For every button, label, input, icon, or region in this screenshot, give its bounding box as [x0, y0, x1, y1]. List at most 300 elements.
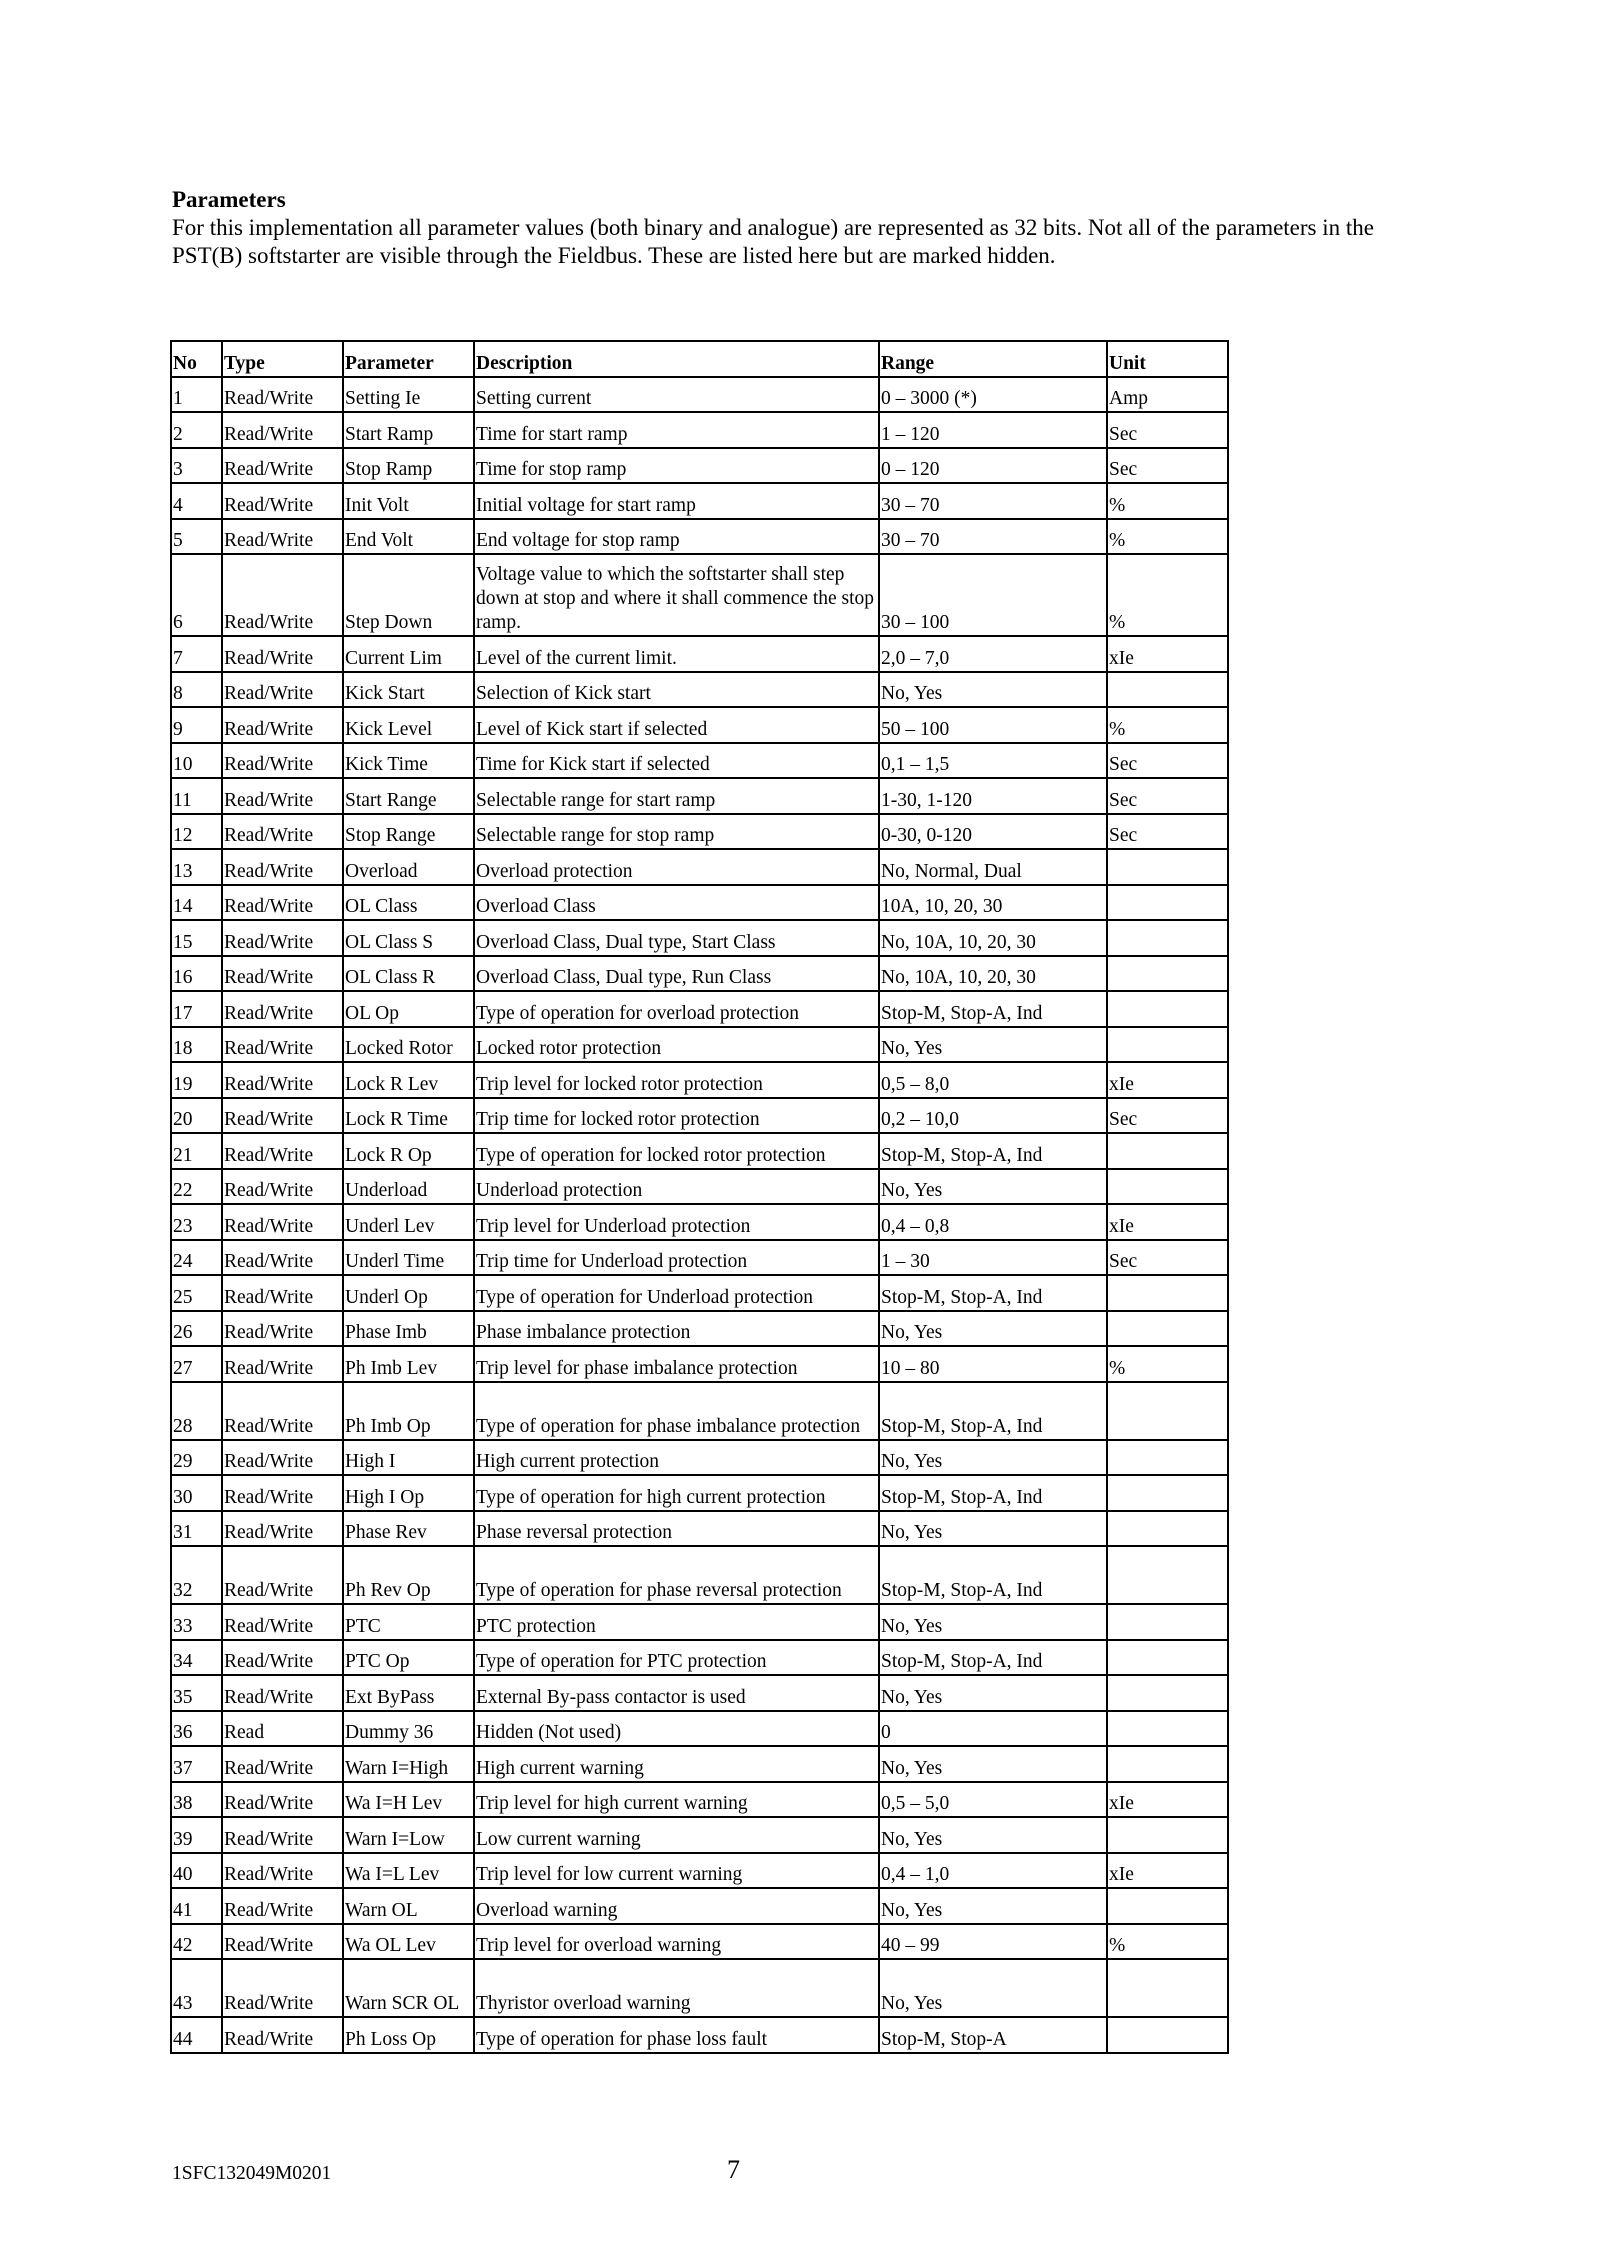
cell-parameter: Kick Level	[343, 707, 474, 743]
table-row	[171, 743, 1228, 779]
cell-range: 0,1 – 1,5	[879, 743, 1107, 779]
cell-parameter: Init Volt	[343, 483, 474, 519]
cell-range: 0,5 – 5,0	[879, 1782, 1107, 1818]
cell-no: 32	[171, 1546, 222, 1604]
cell-parameter: OL Op	[343, 991, 474, 1027]
cell-range: No, Yes	[879, 1604, 1107, 1640]
table-row	[171, 1204, 1228, 1240]
cell-unit	[1107, 849, 1228, 885]
cell-parameter: Kick Time	[343, 743, 474, 779]
header-type: Type	[222, 341, 343, 377]
cell-unit	[1107, 1675, 1228, 1711]
cell-description: Selectable range for start ramp	[474, 778, 879, 814]
cell-type: Read/Write	[222, 956, 343, 992]
cell-no: 2	[171, 412, 222, 448]
cell-description: Trip level for low current warning	[474, 1853, 879, 1889]
cell-type: Read/Write	[222, 1027, 343, 1063]
cell-type: Read/Write	[222, 519, 343, 555]
table-row	[171, 814, 1228, 850]
cell-unit	[1107, 1959, 1228, 2017]
cell-description: Overload Class	[474, 885, 879, 921]
cell-no: 39	[171, 1817, 222, 1853]
table-row	[171, 1027, 1228, 1063]
cell-unit: Sec	[1107, 412, 1228, 448]
cell-unit	[1107, 1475, 1228, 1511]
section-intro-text: For this implementation all parameter values (both binary and analogue) are represented as 32 bits. Not all of the parameters in the PST(B) softstarter are visible through the Fieldbus. These are listed here but are marked hidden.	[172, 215, 1374, 268]
cell-type: Read/Write	[222, 448, 343, 484]
cell-parameter: Dummy 36	[343, 1711, 474, 1747]
cell-no: 13	[171, 849, 222, 885]
header-range: Range	[879, 341, 1107, 377]
cell-no: 3	[171, 448, 222, 484]
cell-no: 23	[171, 1204, 222, 1240]
cell-type: Read/Write	[222, 885, 343, 921]
cell-type: Read/Write	[222, 412, 343, 448]
cell-range: No, Yes	[879, 1511, 1107, 1547]
cell-unit	[1107, 1382, 1228, 1440]
cell-type: Read/Write	[222, 1817, 343, 1853]
cell-description: Time for start ramp	[474, 412, 879, 448]
cell-range: No, Yes	[879, 1888, 1107, 1924]
cell-type: Read/Write	[222, 1959, 343, 2017]
cell-range: No, Yes	[879, 1675, 1107, 1711]
table-row	[171, 1711, 1228, 1747]
cell-parameter: Stop Range	[343, 814, 474, 850]
cell-unit: %	[1107, 483, 1228, 519]
cell-description: External By-pass contactor is used	[474, 1675, 879, 1711]
table-row	[171, 448, 1228, 484]
cell-unit	[1107, 920, 1228, 956]
cell-unit	[1107, 956, 1228, 992]
cell-description: Type of operation for overload protection	[474, 991, 879, 1027]
cell-parameter: OL Class	[343, 885, 474, 921]
cell-parameter: Underl Time	[343, 1240, 474, 1276]
cell-range: 30 – 70	[879, 483, 1107, 519]
cell-description: Setting current	[474, 377, 879, 413]
cell-type: Read/Write	[222, 636, 343, 672]
cell-no: 22	[171, 1169, 222, 1205]
cell-unit	[1107, 1640, 1228, 1676]
cell-no: 34	[171, 1640, 222, 1676]
cell-unit	[1107, 991, 1228, 1027]
table-body	[171, 377, 1228, 2053]
table-row	[171, 1546, 1228, 1604]
header-unit: Unit	[1107, 341, 1228, 377]
cell-range: 10 – 80	[879, 1346, 1107, 1382]
cell-range: Stop-M, Stop-A, Ind	[879, 1133, 1107, 1169]
cell-range: 1-30, 1-120	[879, 778, 1107, 814]
table-row	[171, 1098, 1228, 1134]
cell-range: Stop-M, Stop-A, Ind	[879, 991, 1107, 1027]
cell-range: No, Yes	[879, 1746, 1107, 1782]
cell-range: 1 – 30	[879, 1240, 1107, 1276]
section-heading	[172, 186, 1432, 270]
cell-type: Read/Write	[222, 1782, 343, 1818]
table-row	[171, 1853, 1228, 1889]
cell-no: 16	[171, 956, 222, 992]
cell-no: 21	[171, 1133, 222, 1169]
cell-description: Overload protection	[474, 849, 879, 885]
cell-range: 10A, 10, 20, 30	[879, 885, 1107, 921]
cell-description: Type of operation for phase reversal protection	[474, 1546, 879, 1604]
cell-unit: Sec	[1107, 1240, 1228, 1276]
cell-parameter: End Volt	[343, 519, 474, 555]
table-row	[171, 1382, 1228, 1440]
cell-description: High current protection	[474, 1440, 879, 1476]
section-title: Parameters	[172, 187, 286, 212]
cell-range: No, Yes	[879, 1817, 1107, 1853]
cell-no: 6	[171, 554, 222, 636]
cell-type: Read/Write	[222, 2017, 343, 2053]
cell-description: Hidden (Not used)	[474, 1711, 879, 1747]
cell-type: Read/Write	[222, 814, 343, 850]
header-parameter: Parameter	[343, 341, 474, 377]
cell-parameter: Phase Imb	[343, 1311, 474, 1347]
cell-parameter: Ph Imb Lev	[343, 1346, 474, 1382]
table-header-row	[171, 341, 1228, 377]
cell-type: Read/Write	[222, 1924, 343, 1960]
cell-unit	[1107, 1027, 1228, 1063]
table-row	[171, 885, 1228, 921]
cell-parameter: Warn I=High	[343, 1746, 474, 1782]
cell-parameter: High I	[343, 1440, 474, 1476]
cell-description: PTC protection	[474, 1604, 879, 1640]
cell-no: 8	[171, 672, 222, 708]
cell-unit: %	[1107, 707, 1228, 743]
cell-no: 33	[171, 1604, 222, 1640]
cell-no: 19	[171, 1062, 222, 1098]
header-description: Description	[474, 341, 879, 377]
cell-unit: Sec	[1107, 448, 1228, 484]
cell-parameter: Underl Lev	[343, 1204, 474, 1240]
table-row	[171, 1169, 1228, 1205]
cell-description: Trip level for locked rotor protection	[474, 1062, 879, 1098]
table-row	[171, 1888, 1228, 1924]
cell-parameter: Ph Loss Op	[343, 2017, 474, 2053]
cell-no: 31	[171, 1511, 222, 1547]
cell-no: 37	[171, 1746, 222, 1782]
cell-parameter: Overload	[343, 849, 474, 885]
cell-description: Phase reversal protection	[474, 1511, 879, 1547]
table-row	[171, 1746, 1228, 1782]
cell-unit: %	[1107, 1924, 1228, 1960]
cell-description: Type of operation for high current protection	[474, 1475, 879, 1511]
cell-range: Stop-M, Stop-A, Ind	[879, 1382, 1107, 1440]
cell-unit: Amp	[1107, 377, 1228, 413]
cell-description: Low current warning	[474, 1817, 879, 1853]
cell-no: 27	[171, 1346, 222, 1382]
cell-description: Trip level for phase imbalance protection	[474, 1346, 879, 1382]
table-row	[171, 1511, 1228, 1547]
cell-unit	[1107, 1817, 1228, 1853]
table-row	[171, 377, 1228, 413]
cell-type: Read/Write	[222, 1604, 343, 1640]
cell-range: 0,2 – 10,0	[879, 1098, 1107, 1134]
cell-range: 1 – 120	[879, 412, 1107, 448]
table-row	[171, 1959, 1228, 2017]
cell-no: 28	[171, 1382, 222, 1440]
cell-unit: Sec	[1107, 778, 1228, 814]
cell-parameter: Lock R Lev	[343, 1062, 474, 1098]
cell-unit	[1107, 2017, 1228, 2053]
cell-description: End voltage for stop ramp	[474, 519, 879, 555]
cell-range: Stop-M, Stop-A, Ind	[879, 1640, 1107, 1676]
cell-parameter: Warn SCR OL	[343, 1959, 474, 2017]
table-row	[171, 1440, 1228, 1476]
cell-type: Read/Write	[222, 1853, 343, 1889]
cell-no: 41	[171, 1888, 222, 1924]
cell-description: High current warning	[474, 1746, 879, 1782]
cell-range: 0-30, 0-120	[879, 814, 1107, 850]
cell-unit	[1107, 1711, 1228, 1747]
cell-unit: %	[1107, 519, 1228, 555]
cell-description: Overload Class, Dual type, Start Class	[474, 920, 879, 956]
cell-no: 20	[171, 1098, 222, 1134]
cell-range: No, Yes	[879, 672, 1107, 708]
cell-unit: Sec	[1107, 1098, 1228, 1134]
cell-unit: xIe	[1107, 1853, 1228, 1889]
table-row	[171, 483, 1228, 519]
cell-no: 15	[171, 920, 222, 956]
cell-range: 30 – 100	[879, 554, 1107, 636]
cell-parameter: Lock R Op	[343, 1133, 474, 1169]
cell-unit	[1107, 1311, 1228, 1347]
parameters-table	[170, 340, 1229, 2054]
cell-type: Read/Write	[222, 483, 343, 519]
cell-unit: xIe	[1107, 1782, 1228, 1818]
cell-parameter: Wa OL Lev	[343, 1924, 474, 1960]
cell-parameter: High I Op	[343, 1475, 474, 1511]
cell-parameter: PTC Op	[343, 1640, 474, 1676]
cell-type: Read/Write	[222, 1240, 343, 1276]
cell-description: Selectable range for stop ramp	[474, 814, 879, 850]
cell-description: Voltage value to which the softstarter shall step down at stop and where it shall commence the stop ramp.	[474, 554, 879, 636]
cell-parameter: Phase Rev	[343, 1511, 474, 1547]
cell-description: Type of operation for locked rotor protection	[474, 1133, 879, 1169]
cell-no: 18	[171, 1027, 222, 1063]
cell-parameter: Setting Ie	[343, 377, 474, 413]
cell-parameter: Start Range	[343, 778, 474, 814]
cell-range: No, Yes	[879, 1311, 1107, 1347]
cell-unit: Sec	[1107, 814, 1228, 850]
table-row	[171, 1475, 1228, 1511]
cell-type: Read/Write	[222, 1440, 343, 1476]
cell-no: 26	[171, 1311, 222, 1347]
cell-description: Trip level for overload warning	[474, 1924, 879, 1960]
cell-type: Read/Write	[222, 1062, 343, 1098]
cell-unit: xIe	[1107, 636, 1228, 672]
cell-no: 10	[171, 743, 222, 779]
cell-type: Read/Write	[222, 707, 343, 743]
cell-no: 36	[171, 1711, 222, 1747]
cell-unit: %	[1107, 554, 1228, 636]
cell-parameter: Current Lim	[343, 636, 474, 672]
cell-range: 0	[879, 1711, 1107, 1747]
cell-unit	[1107, 1133, 1228, 1169]
table-row	[171, 956, 1228, 992]
cell-parameter: Kick Start	[343, 672, 474, 708]
cell-description: Initial voltage for start ramp	[474, 483, 879, 519]
cell-type: Read/Write	[222, 1888, 343, 1924]
cell-unit	[1107, 1888, 1228, 1924]
table-row	[171, 1275, 1228, 1311]
cell-range: No, Yes	[879, 1169, 1107, 1205]
cell-no: 25	[171, 1275, 222, 1311]
cell-no: 11	[171, 778, 222, 814]
cell-parameter: PTC	[343, 1604, 474, 1640]
cell-range: No, Yes	[879, 1440, 1107, 1476]
cell-no: 17	[171, 991, 222, 1027]
cell-no: 4	[171, 483, 222, 519]
cell-parameter: Underl Op	[343, 1275, 474, 1311]
cell-range: 0 – 3000 (*)	[879, 377, 1107, 413]
cell-range: 30 – 70	[879, 519, 1107, 555]
cell-parameter: Step Down	[343, 554, 474, 636]
cell-description: Trip level for Underload protection	[474, 1204, 879, 1240]
cell-range: 50 – 100	[879, 707, 1107, 743]
cell-no: 42	[171, 1924, 222, 1960]
cell-description: Type of operation for Underload protection	[474, 1275, 879, 1311]
cell-description: Type of operation for phase loss fault	[474, 2017, 879, 2053]
table-row	[171, 991, 1228, 1027]
cell-description: Phase imbalance protection	[474, 1311, 879, 1347]
table-row	[171, 1675, 1228, 1711]
cell-description: Time for Kick start if selected	[474, 743, 879, 779]
cell-type: Read/Write	[222, 1133, 343, 1169]
cell-unit	[1107, 1275, 1228, 1311]
cell-unit	[1107, 672, 1228, 708]
cell-parameter: Ph Imb Op	[343, 1382, 474, 1440]
cell-no: 24	[171, 1240, 222, 1276]
cell-no: 44	[171, 2017, 222, 2053]
table-row	[171, 554, 1228, 636]
table-row	[171, 1640, 1228, 1676]
cell-unit: %	[1107, 1346, 1228, 1382]
cell-type: Read/Write	[222, 672, 343, 708]
table-row	[171, 412, 1228, 448]
cell-type: Read/Write	[222, 743, 343, 779]
cell-unit	[1107, 1169, 1228, 1205]
cell-type: Read/Write	[222, 1511, 343, 1547]
cell-description: Type of operation for PTC protection	[474, 1640, 879, 1676]
table-row	[171, 1062, 1228, 1098]
cell-range: Stop-M, Stop-A	[879, 2017, 1107, 2053]
cell-range: No, Yes	[879, 1027, 1107, 1063]
cell-no: 1	[171, 377, 222, 413]
cell-parameter: Ph Rev Op	[343, 1546, 474, 1604]
cell-range: Stop-M, Stop-A, Ind	[879, 1546, 1107, 1604]
table-row	[171, 1311, 1228, 1347]
cell-type: Read/Write	[222, 1675, 343, 1711]
cell-description: Underload protection	[474, 1169, 879, 1205]
cell-description: Thyristor overload warning	[474, 1959, 879, 2017]
cell-range: No, Normal, Dual	[879, 849, 1107, 885]
cell-range: Stop-M, Stop-A, Ind	[879, 1475, 1107, 1511]
cell-type: Read/Write	[222, 1382, 343, 1440]
cell-description: Type of operation for phase imbalance protection	[474, 1382, 879, 1440]
cell-parameter: Stop Ramp	[343, 448, 474, 484]
table-row	[171, 707, 1228, 743]
cell-range: 2,0 – 7,0	[879, 636, 1107, 672]
cell-description: Locked rotor protection	[474, 1027, 879, 1063]
cell-type: Read/Write	[222, 1275, 343, 1311]
cell-unit	[1107, 1546, 1228, 1604]
cell-no: 12	[171, 814, 222, 850]
cell-description: Overload Class, Dual type, Run Class	[474, 956, 879, 992]
cell-no: 30	[171, 1475, 222, 1511]
cell-parameter: OL Class R	[343, 956, 474, 992]
cell-range: No, 10A, 10, 20, 30	[879, 956, 1107, 992]
cell-type: Read/Write	[222, 920, 343, 956]
cell-parameter: Warn I=Low	[343, 1817, 474, 1853]
cell-no: 40	[171, 1853, 222, 1889]
table-row	[171, 519, 1228, 555]
table-row	[171, 849, 1228, 885]
cell-no: 35	[171, 1675, 222, 1711]
cell-type: Read/Write	[222, 377, 343, 413]
cell-unit: xIe	[1107, 1204, 1228, 1240]
table-row	[171, 1817, 1228, 1853]
cell-type: Read/Write	[222, 1311, 343, 1347]
table-row	[171, 636, 1228, 672]
cell-no: 38	[171, 1782, 222, 1818]
cell-type: Read/Write	[222, 1346, 343, 1382]
cell-description: Trip time for Underload protection	[474, 1240, 879, 1276]
cell-unit	[1107, 1440, 1228, 1476]
cell-type: Read/Write	[222, 1169, 343, 1205]
cell-parameter: Warn OL	[343, 1888, 474, 1924]
cell-description: Trip level for high current warning	[474, 1782, 879, 1818]
table-row	[171, 2017, 1228, 2053]
cell-no: 9	[171, 707, 222, 743]
cell-no: 14	[171, 885, 222, 921]
cell-unit	[1107, 885, 1228, 921]
cell-range: 0 – 120	[879, 448, 1107, 484]
cell-range: Stop-M, Stop-A, Ind	[879, 1275, 1107, 1311]
cell-range: No, Yes	[879, 1959, 1107, 2017]
cell-unit	[1107, 1511, 1228, 1547]
table-row	[171, 920, 1228, 956]
cell-type: Read	[222, 1711, 343, 1747]
cell-type: Read/Write	[222, 1640, 343, 1676]
cell-no: 5	[171, 519, 222, 555]
cell-unit: xIe	[1107, 1062, 1228, 1098]
table-row	[171, 778, 1228, 814]
table-row	[171, 1604, 1228, 1640]
cell-type: Read/Write	[222, 849, 343, 885]
cell-description: Level of the current limit.	[474, 636, 879, 672]
table-row	[171, 1782, 1228, 1818]
cell-unit	[1107, 1746, 1228, 1782]
cell-parameter: Ext ByPass	[343, 1675, 474, 1711]
cell-type: Read/Write	[222, 1098, 343, 1134]
cell-parameter: Locked Rotor	[343, 1027, 474, 1063]
cell-description: Overload warning	[474, 1888, 879, 1924]
cell-parameter: Underload	[343, 1169, 474, 1205]
cell-description: Trip time for locked rotor protection	[474, 1098, 879, 1134]
cell-no: 29	[171, 1440, 222, 1476]
cell-type: Read/Write	[222, 554, 343, 636]
cell-type: Read/Write	[222, 778, 343, 814]
cell-parameter: Lock R Time	[343, 1098, 474, 1134]
cell-parameter: Wa I=H Lev	[343, 1782, 474, 1818]
cell-unit: Sec	[1107, 743, 1228, 779]
page-number: 7	[727, 2155, 740, 2184]
cell-type: Read/Write	[222, 1746, 343, 1782]
table-row	[171, 1133, 1228, 1169]
table-row	[171, 1346, 1228, 1382]
cell-parameter: OL Class S	[343, 920, 474, 956]
